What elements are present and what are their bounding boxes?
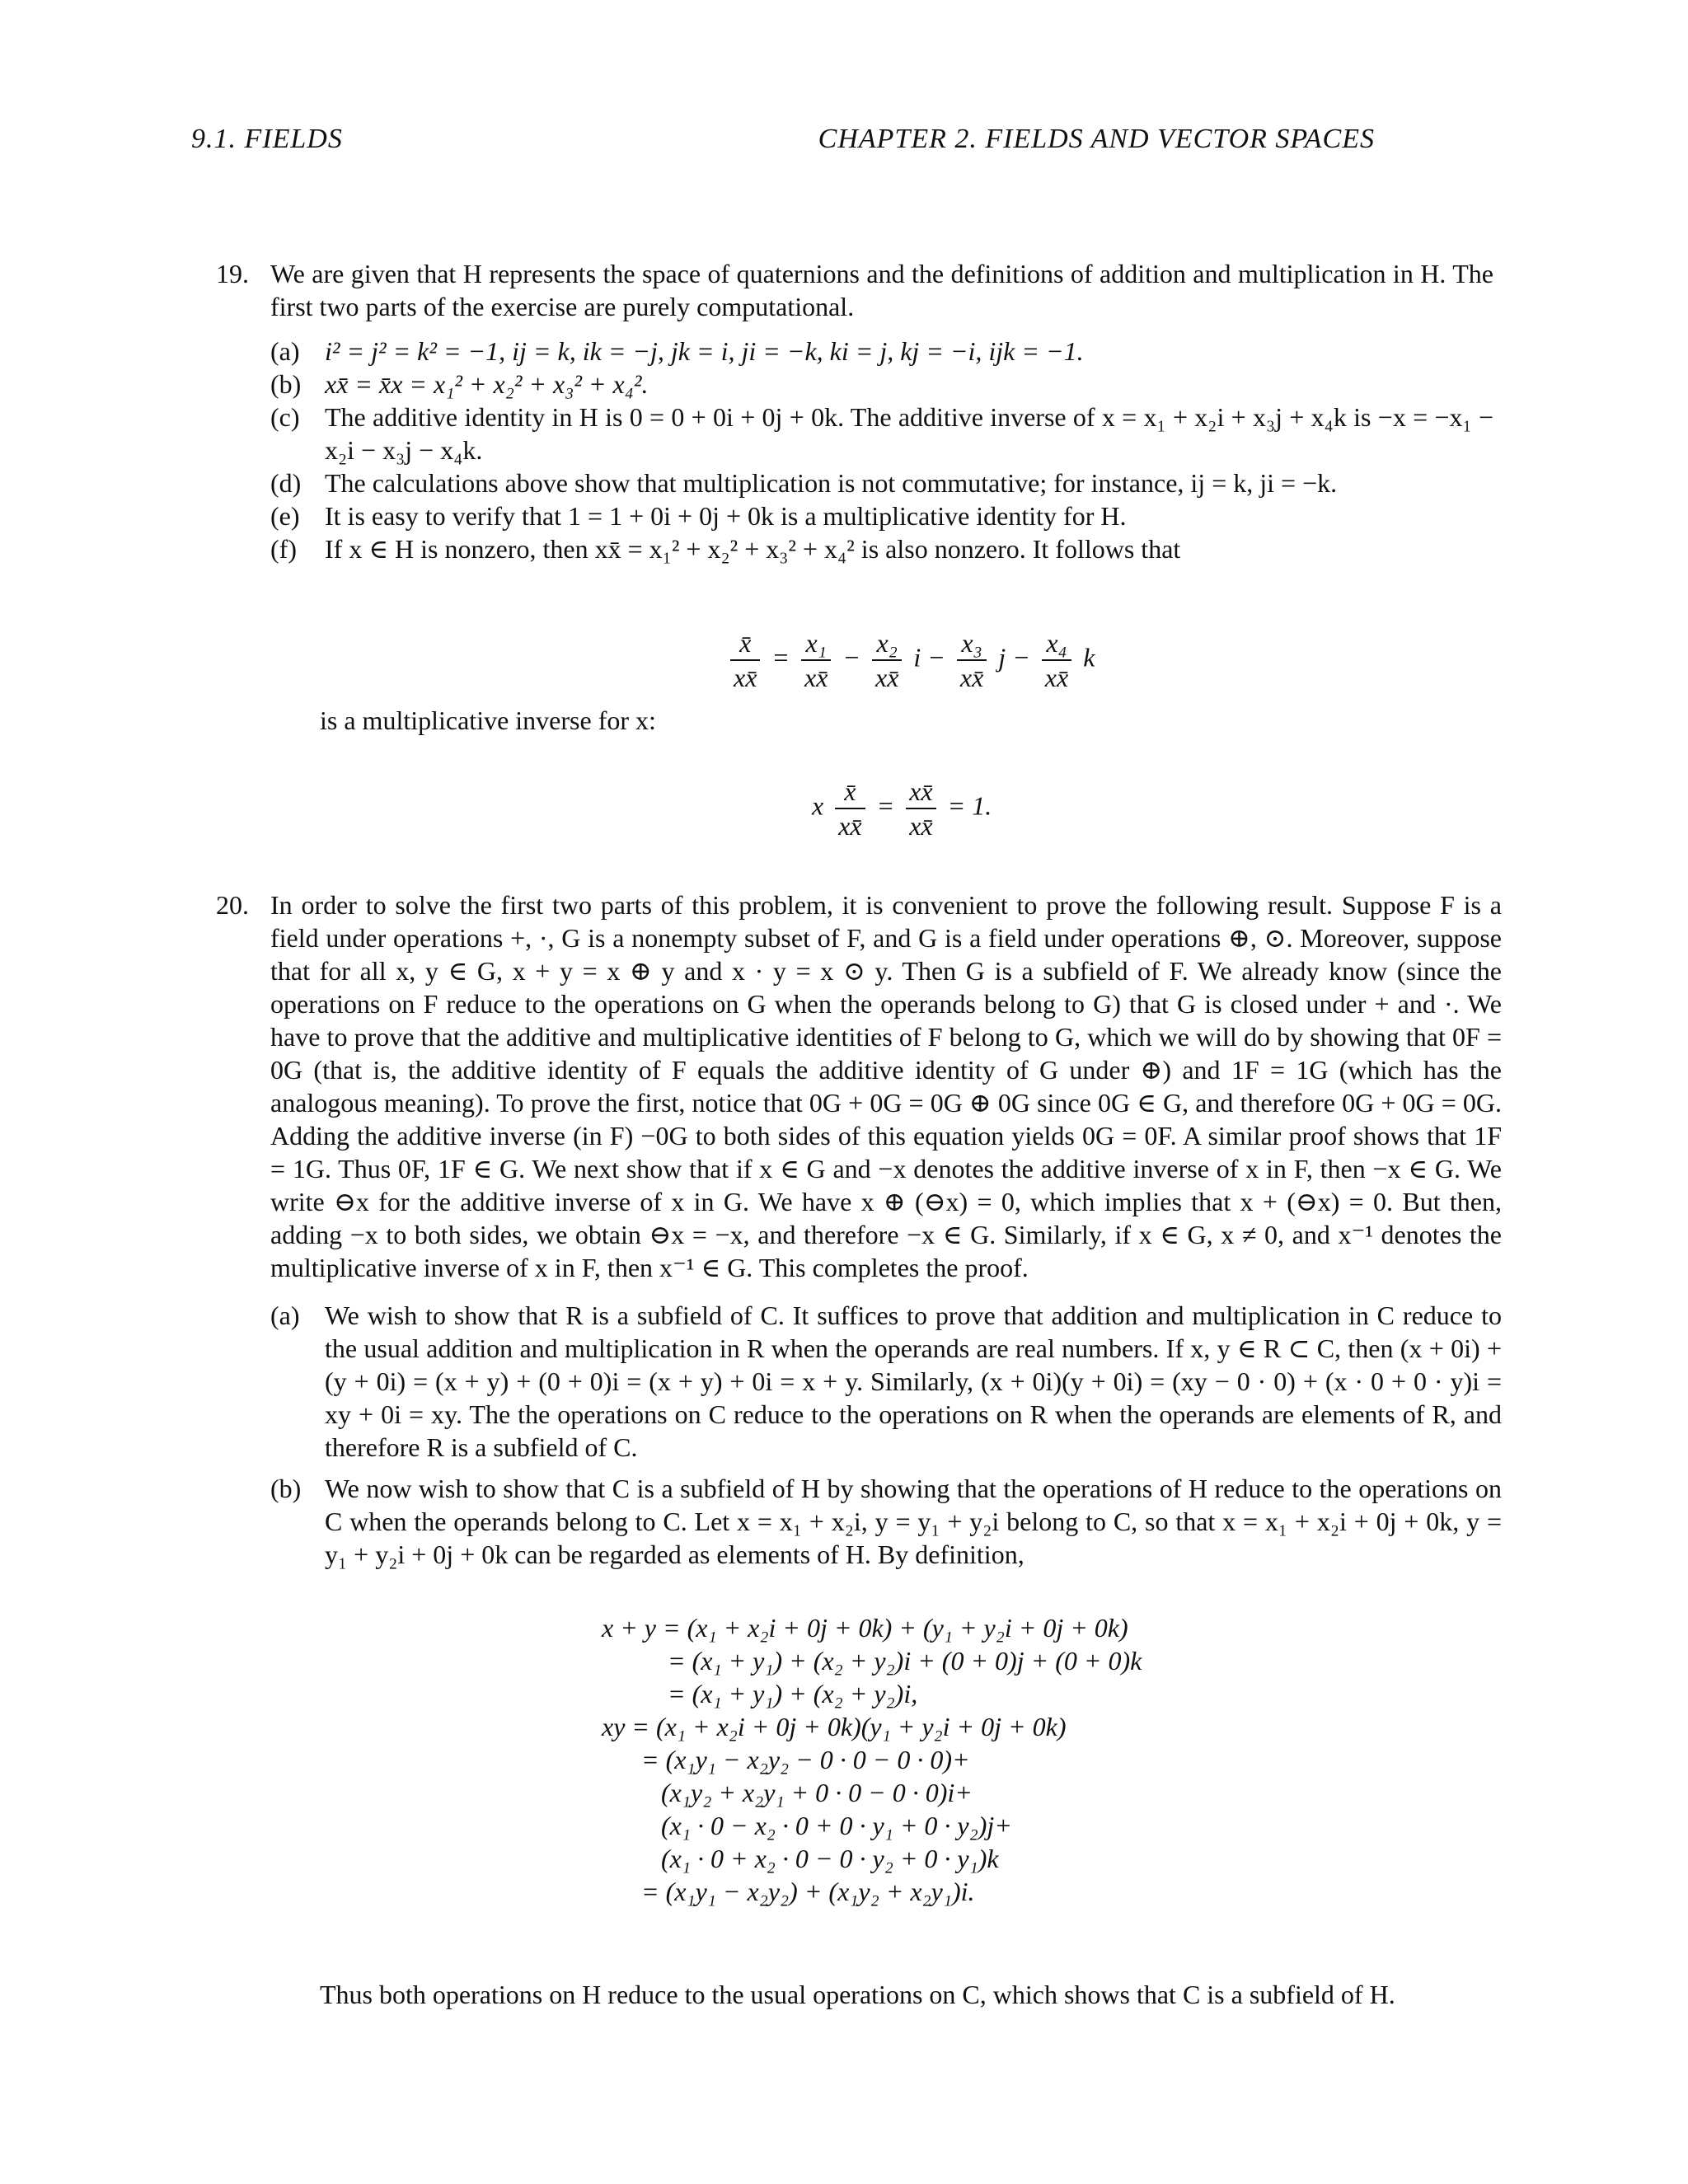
- exercise-20-intro: [216, 888, 1502, 1284]
- part-label: (a): [270, 336, 300, 366]
- part-label: (e): [270, 501, 300, 531]
- part-d: [270, 466, 1493, 499]
- running-header-left: 9.1. FIELDS: [191, 124, 343, 154]
- fraction: $\frac{\text{x₁}}{xx̄}$: [801, 626, 831, 694]
- exercise-text: We are given that H represents the space of quaternions and the definitions of addition and multiplication in H. The first two parts of the exercise are purely computational.: [270, 259, 1493, 321]
- part-label: (b): [270, 369, 302, 399]
- running-header-right: CHAPTER 2. FIELDS AND VECTOR SPACES: [818, 124, 1375, 154]
- part-text: i² = j² = k² = −1, ij = k, ik = −j, jk = i, ji = −k, ki = j, kj = −i, ijk = −1.: [325, 336, 1084, 366]
- part-a: [270, 1299, 1502, 1464]
- fraction: $\frac{\text{x₄}}{xx̄}$: [1042, 626, 1071, 694]
- conclusion-paragraph: [320, 1978, 1490, 2011]
- part-label: (f): [270, 534, 297, 564]
- exercise-19-parts: [270, 335, 1493, 565]
- part-label: (d): [270, 468, 302, 498]
- part-text: It is easy to verify that 1 = 1 + 0i + 0j + 0k is a multiplicative identity for H.: [325, 501, 1127, 531]
- operator: j −: [998, 642, 1030, 673]
- operator: =: [876, 790, 895, 821]
- inverse-formula: [725, 626, 1095, 694]
- part-label: (a): [270, 1301, 300, 1330]
- part-c: [270, 401, 1493, 466]
- part-f: [270, 532, 1493, 565]
- part-label: (c): [270, 402, 300, 432]
- inverse-note: is a multiplicative inverse for x:: [320, 705, 656, 735]
- derivation-line: (x₁y₂ + x₂y₁ + 0 · 0 − 0 · 0)i+: [661, 1778, 973, 1807]
- variable: x: [812, 790, 824, 821]
- part-text: xx̄ = x̄x = x₁² + x₂² + x₃² + x₄².: [325, 369, 649, 399]
- derivation-line: x + y = (x₁ + x₂i + 0j + 0k) + (y₁ + y₂i + 0j + 0k): [602, 1613, 1128, 1643]
- operator: i −: [913, 642, 945, 673]
- derivation-line: xy = (x₁ + x₂i + 0j + 0k)(y₁ + y₂i + 0j + 0k): [602, 1712, 1067, 1741]
- exercise-20-parts: [270, 1299, 1502, 1571]
- exercise-20: [216, 888, 1502, 1571]
- exercise-19-intro: [216, 257, 1493, 323]
- derivation-line: = (x₁ + y₁) + (x₂ + y₂)i,: [668, 1679, 918, 1708]
- part-text: We now wish to show that C is a subfield of H by showing that the operations of H reduce to the operations on C when the operands belong to C. Let x = x₁ + x₂i, y = y₁ + y₂i belong to C, so that x = x₁ + x₂i + 0j + 0k, y = y₁ + y₂i + 0j + 0k can be regarded as elements of H. By definition,: [325, 1474, 1502, 1569]
- exercise-number: 20.: [216, 890, 249, 920]
- conclusion-text: Thus both operations on H reduce to the usual operations on C, which shows that C is a subfield of H.: [320, 1980, 1395, 2009]
- exercise-text: In order to solve the first two parts of this problem, it is convenient to prove the following result. Suppose F is a field under operations +, ·, G is a nonempty subset of F, and G is a field under operations ⊕, ⊙. Moreover, suppose that for all x, y ∈ G, x + y = x ⊕ y and x · y = x ⊙ y. Then G is a subfield of F. We already know (since the operations on F reduce to the operations on G when the operands belong to G) that G is closed under + and ·. We have to prove that the additive and multiplicative identities of F belong to G, which we will do by showing that 0F = 0G (that is, the additive identity of F equals the additive identity of G under ⊕) and 1F = 1G (which has the analogous meaning). To prove the first, notice that 0G + 0G = 0G ⊕ 0G since 0G ∈ G, and therefore 0G + 0G = 0G. Adding the additive inverse (in F) −0G to both sides of this equation yields 0G = 0F. A similar proof shows that 1F = 1G. Thus 0F, 1F ∈ G. We next show that if x ∈ G and −x denotes the additive inverse of x in F, then −x ∈ G. We write ⊖x for the additive inverse of x in G. We have x ⊕ (⊖x) = 0, which implies that x + (⊖x) = 0. But then, adding −x to both sides, we obtain ⊖x = −x, and therefore −x ∈ G. Similarly, if x ∈ G, x ≠ 0, and x⁻¹ denotes the multiplicative inverse of x in F, then x⁻¹ ∈ G. This completes the proof.: [270, 890, 1502, 1282]
- part-b: [270, 368, 1493, 401]
- operator: =: [771, 642, 790, 673]
- exercise-number: 19.: [216, 259, 249, 288]
- derivation-line: = (x₁y₁ − x₂y₂) + (x₁y₂ + x₂y₁)i.: [641, 1877, 975, 1906]
- fraction: $\frac{xx̄}{xx̄}$: [906, 775, 935, 842]
- part-text: We wish to show that R is a subfield of C. It suffices to prove that addition and multiplication in C reduce to the usual addition and multiplication in R when the operands are real numbers. If x, y ∈ R ⊂ C, then (x + 0i) + (y + 0i) = (x + y) + (0 + 0)i = (x + y) + 0i = x + y. Similarly, (x + 0i)(y + 0i) = (xy − 0 · 0) + (x · 0 + 0 · y)i = xy + 0i = xy. The the operations on C reduce to the operations on R when the operands are elements of R, and therefore R is a subfield of C.: [325, 1301, 1502, 1462]
- result: = 1.: [947, 790, 992, 821]
- fraction: $\frac{\text{x₃}}{xx̄}$: [957, 626, 987, 694]
- part-b: [270, 1472, 1502, 1571]
- derivation-line: = (x₁ + y₁) + (x₂ + y₂)i + (0 + 0)j + (0 + 0)k: [668, 1646, 1142, 1675]
- operator: k: [1083, 642, 1095, 673]
- derivation-line: (x₁ · 0 − x₂ · 0 + 0 · y₁ + 0 · y₂)j+: [661, 1811, 1012, 1840]
- inverse-check-formula: [812, 775, 992, 842]
- part-text: The additive identity in H is 0 = 0 + 0i + 0j + 0k. The additive inverse of x = x₁ + x₂i + x₃j + x₄k is −x = −x₁ − x₂i − x₃j − x₄k.: [325, 402, 1493, 465]
- part-text: The calculations above show that multiplication is not commutative; for instance, ij = k, ji = −k.: [325, 468, 1338, 498]
- part-label: (b): [270, 1474, 302, 1503]
- exercise-19: [216, 257, 1493, 565]
- operator: −: [842, 642, 860, 673]
- fraction: $\frac{x̄}{xx̄}$: [730, 626, 760, 694]
- derivation-line: = (x₁y₁ − x₂y₂ − 0 · 0 − 0 · 0)+: [641, 1745, 970, 1774]
- derivation-line: (x₁ · 0 + x₂ · 0 − 0 · y₂ + 0 · y₁)k: [661, 1844, 999, 1873]
- part-text: If x ∈ H is nonzero, then xx̄ = x₁² + x₂² + x₃² + x₄² is also nonzero. It follows that: [325, 534, 1181, 564]
- derivation: [602, 1611, 1142, 1908]
- part-e: [270, 499, 1493, 532]
- fraction: $\frac{\text{x₂}}{xx̄}$: [872, 626, 902, 694]
- part-a: [270, 335, 1493, 368]
- fraction: $\frac{x̄}{xx̄}$: [835, 775, 865, 842]
